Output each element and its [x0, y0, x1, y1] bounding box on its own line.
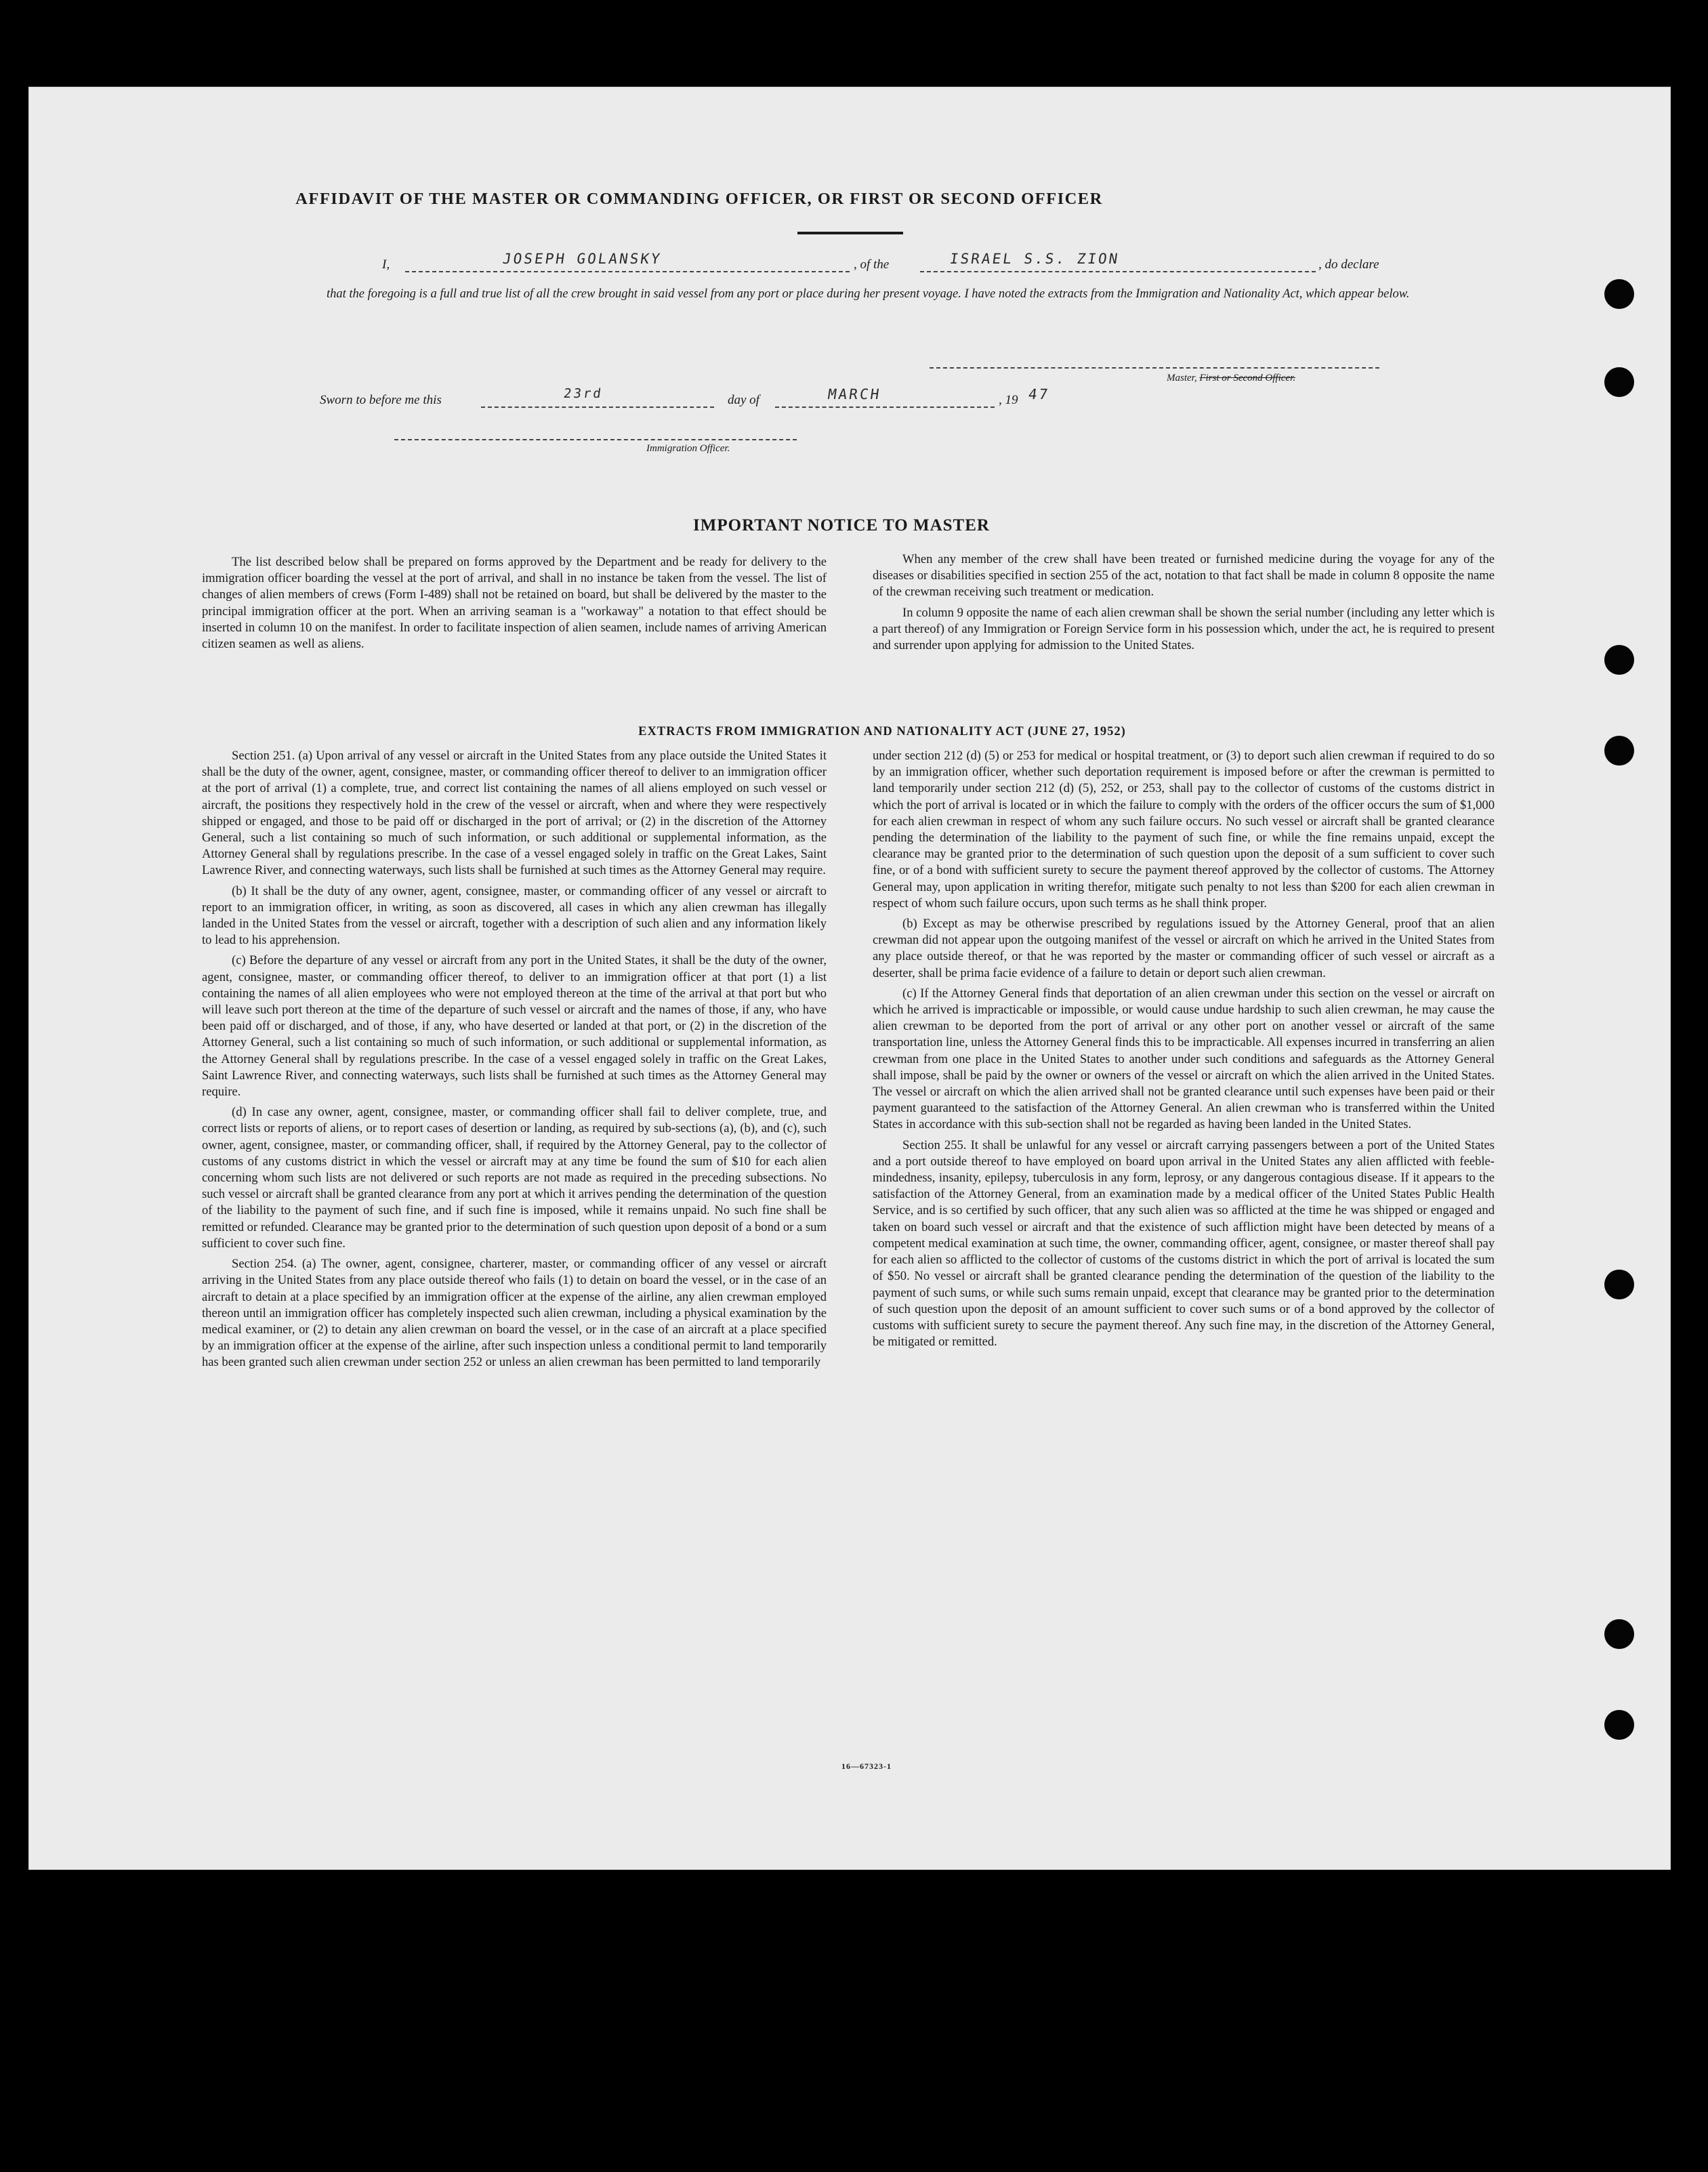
immigration-officer-caption: Immigration Officer. — [646, 443, 730, 454]
section-254a: Section 254. (a) The owner, agent, consignee, charterer, master, or commanding officer of any vessel or aircraft arriving in the United States from any place outside thereof who fails (1) to detain on board the vessel, or in the case of an aircraft to detain at a place specified by an immigration officer at the expense of the airline, any alien crewman employed thereon until an immigration officer has completely inspected such alien crewman, including a physical examination by the medical examiner, or (2) to detain any alien crewman on board the vessel, or in the case of an aircraft at a place specified by an immigration officer at the expense of the airline, after such inspection unless a conditional permit to land temporarily has been granted such alien crewman under section 252 or unless an alien crewman has been permitted to land temporarily — [202, 1257, 827, 1370]
i-label: I, — [382, 257, 390, 272]
immigration-officer-line — [394, 439, 797, 440]
binder-hole — [1604, 1270, 1634, 1299]
extracts-left-column — [202, 748, 827, 1371]
sworn-day-handwritten: 23rd — [562, 386, 604, 401]
section-254a-continued: under section 212 (d) (5) or 253 for medical or hospital treatment, or (3) to deport such alien crewman if required to do so by an immigration officer, whether such deportation requirement is imposed before or after the crewman is permitted to land temporarily under section 212 (d) (5), 252, or 253, shall pay to the collector of customs of the customs district in which the port of arrival is located or in which the failure to comply with the orders of the officer occurs the sum of $1,000 for each alien crewman in respect of whom any such failure occurs. No such vessel or aircraft shall be granted clearance pending the determination of the liability to the payment of such fine, or while the fine remains unpaid, except the clearance may be granted prior to the determination of such question upon the deposit of a sum sufficient to cover such fine, or of a bond with sufficient surety to secure the payment thereof approved by the collector of customs. The Attorney General may, upon application in writing therefor, mitigate such penalty to not less than $200 for each alien crewman in respect of whom such failure occurs, upon such terms as he shall think proper. — [873, 749, 1495, 911]
document-page — [28, 87, 1671, 1870]
notice-right-paragraph-1: When any member of the crew shall have been treated or furnished medicine during the voyage for any of the diseases or disabilities specified in section 255 of the act, notation to that fact shall be made in column 8 opposite the name of the crewman receiving such treatment or medication. — [873, 552, 1495, 600]
section-254c: (c) If the Attorney General finds that deportation of an alien crewman under this section on the vessel or aircraft on which he arrived is impracticable or impossible, or would cause undue hardship to such alien crewman, he may cause the alien crewman to be deported from the port of arrival or any other port on another vessel or aircraft of the same transportation line, unless the Attorney General finds this to be impracticable. All expenses incurred in transferring an alien crewman from one place in the United States to another under such conditions and safeguards as the Attorney General shall impose, shall be paid by the owner or owners of the vessel or aircraft on which the alien arrived in the United States. The vessel or aircraft on which the alien arrived shall not be granted clearance until such expenses have been paid or their payment guaranteed to the satisfaction of the Attorney General. An alien crewman who is transferred within the United States in accordance with this sub-section shall not be regarded as having been landed in the United States. — [873, 986, 1495, 1132]
binder-hole — [1604, 367, 1634, 397]
year-prefix: , 19 — [999, 393, 1018, 407]
form-number: 16—67323-1 — [841, 1761, 892, 1771]
sworn-month-handwritten: MARCH — [827, 386, 882, 402]
section-251c: (c) Before the departure of any vessel or aircraft from any port in the United States, it shall be the duty of the owner, agent, consignee, master, or commanding officer thereof, to deliver to an immigration officer at that port (1) a list containing the names of all alien employees who were not employed thereon at the time of the arrival at that port but who will leave such port thereon at the time of the departure of such vessel or aircraft and the names of those, if any, who have been paid off or discharged, and of those, if any, who have deserted or landed at that port, or (2) in the discretion of the Attorney General, such a list containing so much of such information, or such additional or supplemental information, as the Attorney General shall by regulations prescribe. In the case of a vessel engaged solely in traffic on the Great Lakes, Saint Lawrence River, and connecting waterways, such lists shall be furnished at such times as the Attorney General may require. — [202, 953, 827, 1100]
notice-right-column — [873, 551, 1495, 654]
signature-line — [930, 367, 1379, 369]
notice-right-paragraph-2: In column 9 opposite the name of each alien crewman shall be shown the serial number (including any letter which is a part thereof) of any Immigration or Foreign Service form in his possession which, under the act, he is required to present and surrender upon applying for admission to the United States. — [873, 605, 1495, 653]
affidavit-title: AFFIDAVIT OF THE MASTER OR COMMANDING OFFICER, OR FIRST OR SECOND OFFICER — [295, 190, 1103, 208]
of-the-label: , of the — [854, 257, 890, 272]
notice-left-column — [202, 554, 827, 652]
name-blank-line — [405, 271, 850, 272]
notice-title: IMPORTANT NOTICE TO MASTER — [693, 516, 990, 535]
section-255: Section 255. It shall be unlawful for any vessel or aircraft carrying passengers between a port of the United States and a port outside thereof to have employed on board upon arrival in the United States any alien afflicted with feeble-mindedness, insanity, epilepsy, tuberculosis in any form, leprosy, or any dangerous contagious disease. If it appears to the satisfaction of the Attorney General, from an examination made by a medical officer of the United States Public Health Service, and is so certified by such officer, that any such alien was so afflicted at the time he was shipped or engaged and taken on board such vessel or aircraft and that the existence of such affliction might have been detected by means of a competent medical examination at such time, the owner, commanding officer, agent, consignee, or master thereof shall pay for each alien so afflicted to the collector of customs of the customs district in which the port of arrival is located the sum of $50. No vessel or aircraft shall be granted clearance pending the determination of the question of the liability to the payment of such sums, or while such sums remain unpaid, except that clearance may be granted prior to the determination of such question upon the deposit of an amount sufficient to cover such sums or of a bond approved by the collector of customs with sufficient surety to secure the payment thereof. Any such fine may, in the discretion of the Attorney General, be mitigated or remitted. — [873, 1137, 1495, 1350]
section-251d: (d) In case any owner, agent, consignee, master, or commanding officer shall fail to deliver complete, true, and correct lists or reports of aliens, or to report cases of desertion or landing, as required by sub-sections (a), (b), and (c), such owner, agent, consignee, master, or commanding officer, shall, if required by the Attorney General, pay to the collector of customs of any customs district in which the vessel or aircraft may at any time be found the sum of $10 for each alien concerning whom such lists are not delivered or such reports are not made as required in the preceding subsections. No such vessel or aircraft shall be granted clearance from any port at which it arrives pending the determination of the question of the liability to the payment of such fine, and if such fine is imposed, while it remains unpaid. No such fine shall be remitted or refunded. Clearance may be granted prior to the determination of such question upon deposit of a bond or a sum sufficient to cover such fine. — [202, 1105, 827, 1251]
struck-officer-caption: First or Second Officer. — [1199, 373, 1295, 383]
extracts-right-column — [873, 748, 1495, 1350]
binder-hole — [1604, 645, 1634, 675]
vessel-blank-line — [920, 271, 1316, 272]
year-handwritten: 47 — [1027, 386, 1051, 402]
sworn-label: Sworn to before me this — [320, 393, 442, 407]
vessel-name-handwritten: ISRAEL S.S. ZION — [949, 251, 1121, 267]
declaration-text: that the foregoing is a full and true list of all the crew brought in said vessel from any port or place during her present voyage. I have noted the extracts from the Immigration and Nationality Act, which appear below. — [327, 287, 1410, 301]
binder-hole — [1604, 1619, 1634, 1649]
master-caption — [1167, 373, 1295, 384]
section-251a: Section 251. (a) Upon arrival of any vessel or aircraft in the United States from any place outside the United States it shall be the duty of the owner, agent, consignee, master, or commanding officer thereof to deliver to an immigration officer at the port of arrival (1) a complete, true, and correct list containing the names of all aliens employed on such vessel or aircraft, the positions they respectively hold in the crew of the vessel or aircraft, when and where they were respectively shipped or engaged, and those to be paid off or discharged in the port of arrival; or (2) in the discretion of the Attorney General, such a list containing so much of such information, or such additional or supplemental information, as the Attorney General shall by regulations prescribe. In the case of a vessel engaged solely in traffic on the Great Lakes, Saint Lawrence River, and connecting waterways, such lists shall be furnished at such times as the Attorney General may require. — [202, 749, 827, 878]
section-254b: (b) Except as may be otherwise prescribed by regulations issued by the Attorney General, proof that an alien crewman did not appear upon the outgoing manifest of the vessel or aircraft on which he arrived in the United States from any place outside thereof, or that he was reported by the master or commanding officer of such vessel or aircraft as a deserter, shall be prima facie evidence of a failure to detain or deport such alien crewman. — [873, 917, 1495, 980]
officer-name-handwritten: JOSEPH GOLANSKY — [501, 251, 663, 267]
day-of-label: day of — [728, 393, 759, 407]
master-caption-text: Master, — [1167, 373, 1197, 383]
extracts-title: EXTRACTS FROM IMMIGRATION AND NATIONALITY ACT (JUNE 27, 1952) — [638, 725, 1126, 738]
notice-left-paragraph: The list described below shall be prepared on forms approved by the Department and be ready for delivery to the immigration officer boarding the vessel at the port of arrival, and shall in no instance be taken from the vessel. The list of changes of alien members of crews (Form I-489) shall not be retained on board, but shall be delivered by the master to the principal immigration officer at the port. When an arriving seaman is a "workaway" a notation to that effect should be inserted in column 10 on the manifest. In order to facilitate inspection of alien seamen, include names of arriving American citizen seamen as well as aliens. — [202, 555, 827, 652]
binder-hole — [1604, 736, 1634, 766]
section-251b: (b) It shall be the duty of any owner, agent, consignee, master, or commanding officer of any vessel or aircraft to report to an immigration officer, in writing, as soon as discovered, all cases in which any alien crewman has illegally landed in the United States from the vessel or aircraft, together with a description of such alien and any information likely to lead to his apprehension. — [202, 883, 827, 948]
sworn-month-line — [775, 406, 995, 408]
do-declare-label: , do declare — [1318, 257, 1379, 272]
binder-hole — [1604, 1710, 1634, 1740]
title-underline — [797, 232, 903, 234]
sworn-day-line — [481, 406, 714, 408]
binder-hole — [1604, 279, 1634, 309]
